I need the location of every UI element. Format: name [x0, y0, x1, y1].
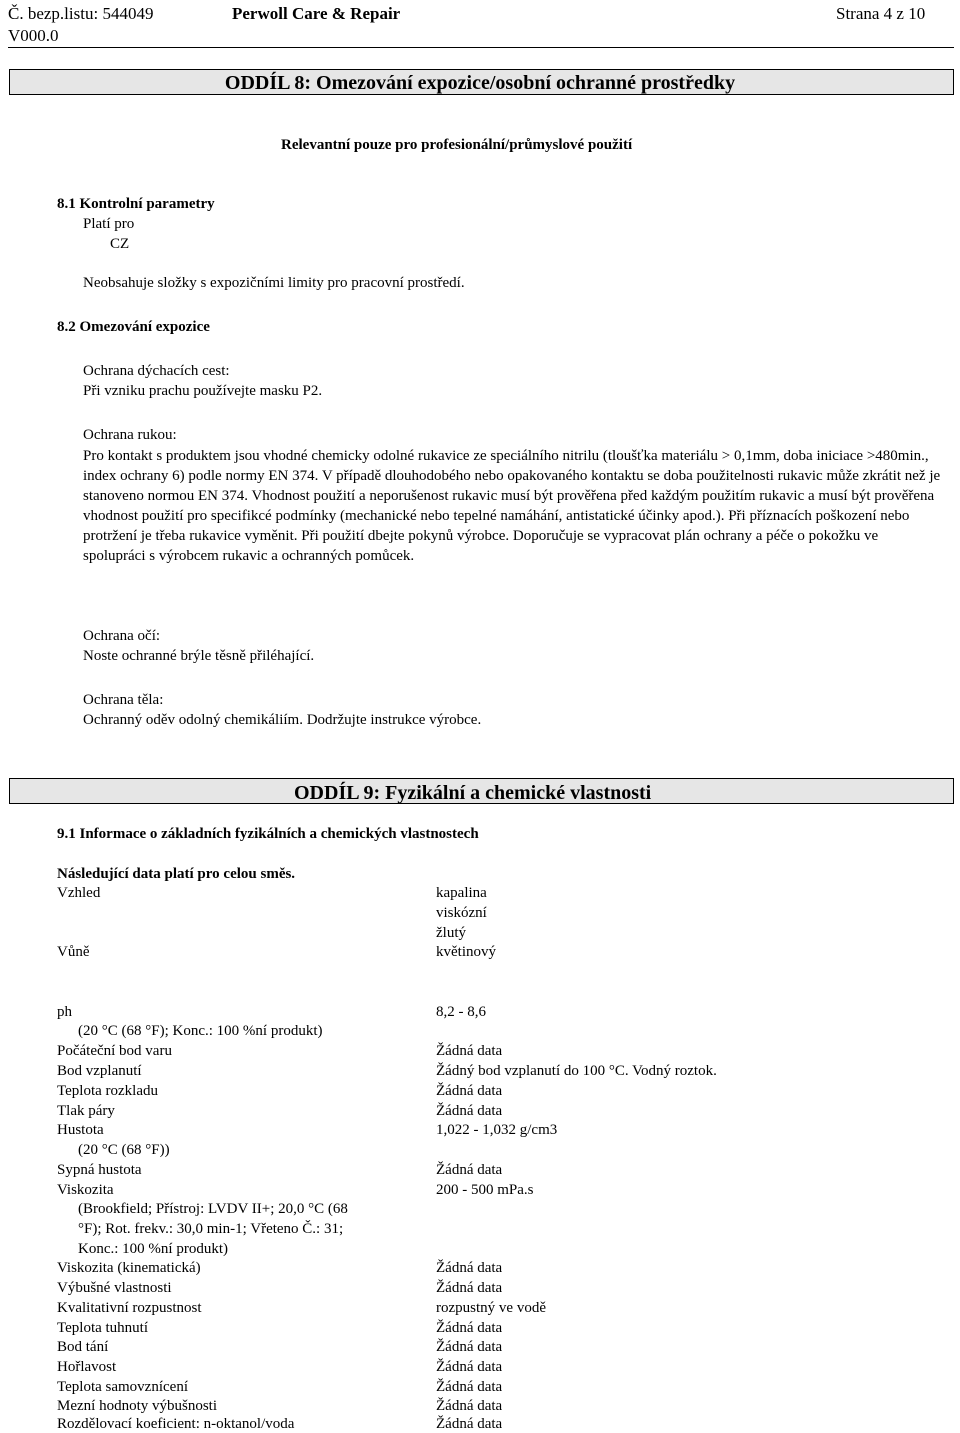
property-note: (Brookfield; Přístroj: LVDV II+; 20,0 °C (68: [78, 1201, 348, 1217]
applies-label: Platí pro: [83, 216, 135, 232]
property-note: (20 °C (68 °F)): [78, 1142, 170, 1158]
property-value: Žádný bod vzplanutí do 100 °C. Vodný roztok.: [436, 1063, 717, 1079]
odor-value: květinový: [436, 944, 496, 960]
property-label: Bod vzplanutí: [57, 1063, 142, 1079]
property-note: Konc.: 100 %ní produkt): [78, 1241, 228, 1257]
product-name: Perwoll Care & Repair: [232, 4, 401, 23]
property-label: Teplota samovznícení: [57, 1379, 188, 1395]
section8-title: ODDÍL 8: Omezování expozice/osobní ochranné prostředky: [224, 72, 736, 94]
s91-title: 9.1 Informace o základních fyzikálních a chemických vlastnostech: [57, 826, 479, 842]
property-label: Hořlavost: [57, 1359, 117, 1375]
eye-text: Noste ochranné brýle těsně přiléhající.: [83, 648, 315, 664]
s81-title: 8.1 Kontrolní parametry: [57, 196, 215, 212]
property-label: Mezní hodnoty výbušnosti: [57, 1398, 217, 1414]
property-value: Žádná data: [436, 1339, 503, 1355]
page-number: Strana 4 z 10: [836, 4, 926, 23]
property-value: Žádná data: [436, 1260, 503, 1276]
body-label: Ochrana těla:: [83, 692, 164, 708]
property-value: Žádná data: [436, 1083, 503, 1099]
country-code: CZ: [110, 236, 130, 252]
property-label: Hustota: [57, 1122, 104, 1138]
appearance-value: viskózní: [436, 905, 487, 921]
header-rule: [8, 47, 954, 48]
respiratory-label: Ochrana dýchacích cest:: [83, 363, 230, 379]
property-label: Kvalitativní rozpustnost: [57, 1300, 202, 1316]
body-text: Ochranný oděv odolný chemikáliím. Dodržujte instrukce výrobce.: [83, 712, 482, 728]
property-value: Žádná data: [436, 1416, 503, 1432]
property-label: Teplota tuhnutí: [57, 1320, 149, 1336]
property-value: 1,022 - 1,032 g/cm3: [436, 1122, 558, 1138]
property-value: 200 - 500 mPa.s: [436, 1182, 534, 1198]
property-value: Žádná data: [436, 1398, 503, 1414]
s82-title: 8.2 Omezování expozice: [57, 319, 210, 335]
professional-use-note: Relevantní pouze pro profesionální/průmyslové použití: [281, 137, 633, 153]
property-value: Žádná data: [436, 1043, 503, 1059]
property-value: Žádná data: [436, 1320, 503, 1336]
property-value: Žádná data: [436, 1162, 503, 1178]
applies-mixture: Následující data platí pro celou směs.: [57, 866, 296, 882]
eye-label: Ochrana očí:: [83, 628, 161, 644]
property-value: Žádná data: [436, 1103, 503, 1119]
hand-label: Ochrana rukou:: [83, 427, 177, 443]
property-value: Žádná data: [436, 1379, 503, 1395]
property-label: Výbušné vlastnosti: [57, 1280, 172, 1296]
property-label: Teplota rozkladu: [57, 1083, 158, 1099]
hand-text: Pro kontakt s produktem jsou vhodné chemicky odolné rukavice ze speciálního nitrilu (tloušťka materiálu > 0,1mm, doba iniciace >480min., index ochrany 6) podle normy EN 374. V případě dlouhodobého nebo opakovaného kontaktu se doba použitelnosti rukavic může zkrátit než je stanoveno normou EN 374. Vhodnost použití a neporušenost rukavic musí být prověřena před každým použitím rukavic a musí být prověřena vhodnost použití pro specifikcé podmínky (mechanické nebo tepelné namáhání, antistatické účinky apod.). Při příznacích poškození nebo protržení je třeba rukavice vyměnit. Při použití dbejte pokynů výrobce. Doporučuje se vypracovat plán ochrany a péče o pokožku ve spolupráci s výrobcem rukavic a ochranných pomůcek.: [83, 448, 941, 564]
appearance-label: Vzhled: [57, 885, 101, 901]
property-label: Tlak páry: [57, 1103, 115, 1119]
property-value: Žádná data: [436, 1359, 503, 1375]
property-label: Viskozita: [57, 1182, 114, 1198]
property-note: (20 °C (68 °F); Konc.: 100 %ní produkt): [78, 1023, 323, 1039]
property-label: Viskozita (kinematická): [57, 1260, 201, 1276]
respiratory-text: Při vzniku prachu používejte masku P2.: [83, 383, 323, 399]
version: V000.0: [8, 26, 59, 45]
sheet-number: Č. bezp.listu: 544049: [8, 4, 154, 23]
property-label: ph: [57, 1004, 72, 1020]
property-label: Bod tání: [57, 1339, 109, 1355]
property-label: Sypná hustota: [57, 1162, 142, 1178]
odor-label: Vůně: [57, 944, 90, 960]
property-note: °F); Rot. frekv.: 30,0 min-1; Vřeteno Č.: 31;: [78, 1221, 344, 1237]
property-label: Počáteční bod varu: [57, 1043, 172, 1059]
property-value: Žádná data: [436, 1280, 503, 1296]
appearance-value: kapalina: [436, 885, 487, 901]
no-limits-text: Neobsahuje složky s expozičními limity pro pracovní prostředí.: [83, 275, 465, 291]
property-label: Rozdělovací koeficient: n-oktanol/voda: [57, 1416, 295, 1432]
section9-title: ODDÍL 9: Fyzikální a chemické vlastnosti: [294, 782, 652, 804]
property-value: rozpustný ve vodě: [436, 1300, 546, 1316]
appearance-value: žlutý: [436, 925, 466, 941]
property-value: 8,2 - 8,6: [436, 1004, 486, 1020]
